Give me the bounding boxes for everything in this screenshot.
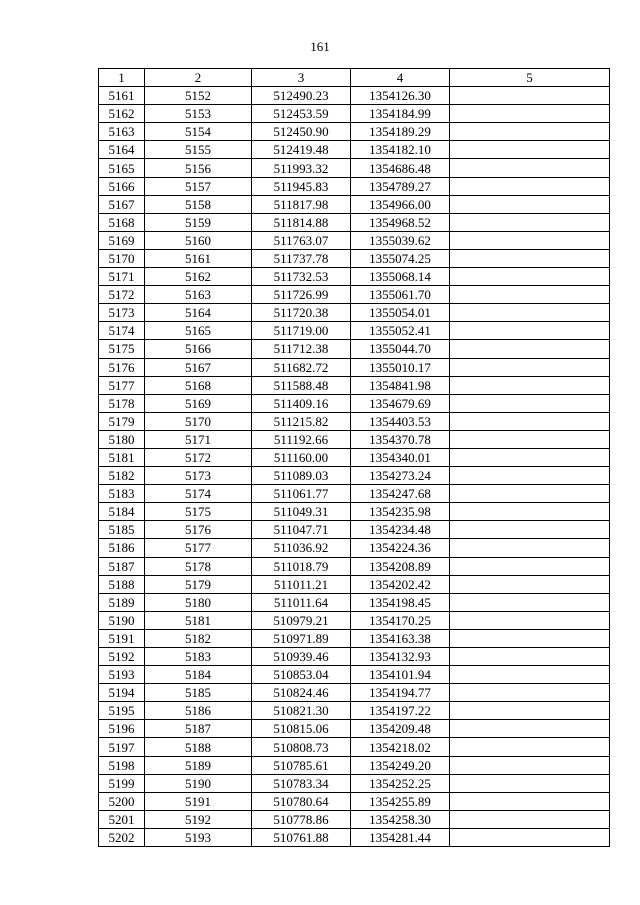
table-cell-col-5: [450, 503, 610, 521]
table-cell-col-4: 1354101.94: [351, 666, 450, 684]
table-cell-col-5: [450, 557, 610, 575]
table-row: [99, 394, 610, 412]
table-cell-col-1: 5165: [99, 159, 145, 177]
table-cell-col-3: 512490.23: [252, 87, 351, 105]
table-cell-col-5: [450, 575, 610, 593]
table-cell-col-4: 1354252.25: [351, 774, 450, 792]
table-row: [99, 738, 610, 756]
table-cell-col-3: 511588.48: [252, 376, 351, 394]
table-cell-col-4: 1354247.68: [351, 485, 450, 503]
table-row: [99, 123, 610, 141]
table-cell-col-3: 510821.30: [252, 702, 351, 720]
table-cell-col-5: [450, 720, 610, 738]
table-cell-col-1: 5175: [99, 340, 145, 358]
table-cell-col-3: 510785.61: [252, 756, 351, 774]
table-row: [99, 105, 610, 123]
table-row: [99, 213, 610, 231]
table-cell-col-3: 511763.07: [252, 231, 351, 249]
table-cell-col-3: 510824.46: [252, 684, 351, 702]
table-cell-col-3: 511049.31: [252, 503, 351, 521]
table-cell-col-4: 1355054.01: [351, 304, 450, 322]
table-cell-col-2: 5171: [145, 430, 252, 448]
table-cell-col-3: 511719.00: [252, 322, 351, 340]
table-row: [99, 539, 610, 557]
table-cell-col-2: 5170: [145, 412, 252, 430]
table-row: [99, 648, 610, 666]
table-cell-col-3: 510783.34: [252, 774, 351, 792]
table-cell-col-1: 5172: [99, 286, 145, 304]
table-cell-col-4: 1354132.93: [351, 648, 450, 666]
table-cell-col-1: 5201: [99, 810, 145, 828]
table-row: [99, 611, 610, 629]
table-cell-col-1: 5176: [99, 358, 145, 376]
table-cell-col-2: 5163: [145, 286, 252, 304]
table-cell-col-2: 5175: [145, 503, 252, 521]
table-cell-col-2: 5182: [145, 629, 252, 647]
table-cell-col-5: [450, 430, 610, 448]
table-cell-col-5: [450, 286, 610, 304]
table-cell-col-4: 1354198.45: [351, 593, 450, 611]
table-row: [99, 159, 610, 177]
table-cell-col-3: 511047.71: [252, 521, 351, 539]
table-cell-col-2: 5162: [145, 268, 252, 286]
table-cell-col-3: 511011.64: [252, 593, 351, 611]
table-row: [99, 87, 610, 105]
table-cell-col-4: 1355052.41: [351, 322, 450, 340]
table-cell-col-4: 1354170.25: [351, 611, 450, 629]
table-cell-col-3: 510853.04: [252, 666, 351, 684]
table-cell-col-4: 1355068.14: [351, 268, 450, 286]
table-cell-col-4: 1354184.99: [351, 105, 450, 123]
table-cell-col-5: [450, 611, 610, 629]
table-header-row: [99, 69, 610, 87]
table-cell-col-5: [450, 195, 610, 213]
table-cell-col-4: 1354679.69: [351, 394, 450, 412]
table-cell-col-3: 511720.38: [252, 304, 351, 322]
table-cell-col-2: 5180: [145, 593, 252, 611]
table-row: [99, 467, 610, 485]
table-cell-col-4: 1354224.36: [351, 539, 450, 557]
table-cell-col-1: 5177: [99, 376, 145, 394]
table-cell-col-1: 5190: [99, 611, 145, 629]
table-cell-col-2: 5166: [145, 340, 252, 358]
table-cell-col-4: 1354403.53: [351, 412, 450, 430]
table-cell-col-4: 1354968.52: [351, 213, 450, 231]
table-cell-col-3: 512453.59: [252, 105, 351, 123]
table-cell-col-4: 1354189.29: [351, 123, 450, 141]
table-cell-col-2: 5181: [145, 611, 252, 629]
table-cell-col-3: 511409.16: [252, 394, 351, 412]
table-cell-col-4: 1354966.00: [351, 195, 450, 213]
table-cell-col-5: [450, 213, 610, 231]
table-cell-col-2: 5165: [145, 322, 252, 340]
table-cell-col-2: 5184: [145, 666, 252, 684]
table-cell-col-2: 5174: [145, 485, 252, 503]
table-cell-col-4: 1354258.30: [351, 810, 450, 828]
table-cell-col-3: 511160.00: [252, 448, 351, 466]
table-cell-col-1: 5171: [99, 268, 145, 286]
table-cell-col-3: 511011.21: [252, 575, 351, 593]
table-cell-col-2: 5152: [145, 87, 252, 105]
table-row: [99, 177, 610, 195]
table-cell-col-3: 510761.88: [252, 828, 351, 846]
table-cell-col-1: 5202: [99, 828, 145, 846]
table-cell-col-1: 5168: [99, 213, 145, 231]
table-cell-col-5: [450, 648, 610, 666]
table-cell-col-1: 5198: [99, 756, 145, 774]
table-cell-col-1: 5196: [99, 720, 145, 738]
table-cell-col-5: [450, 123, 610, 141]
table-row: [99, 358, 610, 376]
table-cell-col-2: 5173: [145, 467, 252, 485]
table-cell-col-1: 5185: [99, 521, 145, 539]
table-cell-col-1: 5193: [99, 666, 145, 684]
table-row: [99, 774, 610, 792]
table-cell-col-5: [450, 593, 610, 611]
table-cell-col-5: [450, 358, 610, 376]
table-row: [99, 340, 610, 358]
table-cell-col-5: [450, 322, 610, 340]
table-cell-col-5: [450, 304, 610, 322]
table-cell-col-3: 511732.53: [252, 268, 351, 286]
table-cell-col-1: 5166: [99, 177, 145, 195]
table-cell-col-2: 5188: [145, 738, 252, 756]
table-cell-col-1: 5191: [99, 629, 145, 647]
table-cell-col-2: 5183: [145, 648, 252, 666]
table-cell-col-3: 511737.78: [252, 249, 351, 267]
table-cell-col-4: 1354370.78: [351, 430, 450, 448]
table-body: [99, 87, 610, 847]
table-cell-col-5: [450, 159, 610, 177]
table-row: [99, 557, 610, 575]
table-cell-col-2: 5154: [145, 123, 252, 141]
table-cell-col-5: [450, 87, 610, 105]
table-cell-col-4: 1354163.38: [351, 629, 450, 647]
table-cell-col-3: 511712.38: [252, 340, 351, 358]
table-cell-col-4: 1354218.02: [351, 738, 450, 756]
table-cell-col-1: 5173: [99, 304, 145, 322]
table-cell-col-4: 1354281.44: [351, 828, 450, 846]
table-row: [99, 268, 610, 286]
table-cell-col-3: 512419.48: [252, 141, 351, 159]
table-cell-col-3: 510778.86: [252, 810, 351, 828]
table-cell-col-3: 511061.77: [252, 485, 351, 503]
table-cell-col-3: 510939.46: [252, 648, 351, 666]
table-cell-col-2: 5156: [145, 159, 252, 177]
table-cell-col-2: 5161: [145, 249, 252, 267]
table-cell-col-1: 5189: [99, 593, 145, 611]
table-cell-col-5: [450, 684, 610, 702]
table-cell-col-3: 511945.83: [252, 177, 351, 195]
table-cell-col-2: 5160: [145, 231, 252, 249]
table-cell-col-1: 5181: [99, 448, 145, 466]
table-cell-col-4: 1354208.89: [351, 557, 450, 575]
table-cell-col-5: [450, 810, 610, 828]
table-cell-col-2: 5193: [145, 828, 252, 846]
table-cell-col-2: 5186: [145, 702, 252, 720]
table-cell-col-4: 1355010.17: [351, 358, 450, 376]
table-cell-col-3: 510971.89: [252, 629, 351, 647]
table-cell-col-3: 511036.92: [252, 539, 351, 557]
table-cell-col-1: 5167: [99, 195, 145, 213]
table-cell-col-1: 5186: [99, 539, 145, 557]
table-cell-col-5: [450, 412, 610, 430]
table-cell-col-1: 5199: [99, 774, 145, 792]
table-cell-col-5: [450, 105, 610, 123]
table-row: [99, 702, 610, 720]
table-cell-col-3: 511726.99: [252, 286, 351, 304]
table-cell-col-5: [450, 177, 610, 195]
table-cell-col-1: 5197: [99, 738, 145, 756]
table-row: [99, 376, 610, 394]
table-cell-col-1: 5164: [99, 141, 145, 159]
table-cell-col-4: 1355061.70: [351, 286, 450, 304]
table-row: [99, 684, 610, 702]
table-cell-col-4: 1354209.48: [351, 720, 450, 738]
table-cell-col-4: 1354789.27: [351, 177, 450, 195]
table-row: [99, 141, 610, 159]
table-cell-col-2: 5187: [145, 720, 252, 738]
table-cell-col-5: [450, 666, 610, 684]
table-row: [99, 286, 610, 304]
table-cell-col-1: 5163: [99, 123, 145, 141]
table-cell-col-1: 5179: [99, 412, 145, 430]
table-cell-col-5: [450, 702, 610, 720]
table-cell-col-2: 5153: [145, 105, 252, 123]
table-row: [99, 666, 610, 684]
table-row: [99, 195, 610, 213]
table-cell-col-3: 510815.06: [252, 720, 351, 738]
table-cell-col-2: 5159: [145, 213, 252, 231]
table-cell-col-4: 1354686.48: [351, 159, 450, 177]
table-cell-col-4: 1355039.62: [351, 231, 450, 249]
table-cell-col-5: [450, 521, 610, 539]
table-cell-col-2: 5191: [145, 792, 252, 810]
table-row: [99, 521, 610, 539]
table-cell-col-3: 511018.79: [252, 557, 351, 575]
table-cell-col-3: 512450.90: [252, 123, 351, 141]
table-cell-col-5: [450, 448, 610, 466]
table-row: [99, 231, 610, 249]
table-cell-col-5: [450, 268, 610, 286]
table-cell-col-4: 1354255.89: [351, 792, 450, 810]
table-cell-col-5: [450, 774, 610, 792]
table-row: [99, 828, 610, 846]
table-cell-col-2: 5189: [145, 756, 252, 774]
table-row: [99, 430, 610, 448]
table-cell-col-2: 5192: [145, 810, 252, 828]
column-header-3: 3: [252, 69, 351, 87]
table-cell-col-3: 510979.21: [252, 611, 351, 629]
table-cell-col-5: [450, 828, 610, 846]
table-cell-col-3: 511215.82: [252, 412, 351, 430]
table-cell-col-2: 5168: [145, 376, 252, 394]
table-cell-col-1: 5169: [99, 231, 145, 249]
table-cell-col-3: 511682.72: [252, 358, 351, 376]
table-cell-col-2: 5172: [145, 448, 252, 466]
table-cell-col-3: 510780.64: [252, 792, 351, 810]
table-cell-col-1: 5188: [99, 575, 145, 593]
table-cell-col-2: 5167: [145, 358, 252, 376]
table-cell-col-4: 1354182.10: [351, 141, 450, 159]
table-cell-col-3: 510808.73: [252, 738, 351, 756]
table-cell-col-1: 5187: [99, 557, 145, 575]
table-cell-col-1: 5194: [99, 684, 145, 702]
table-row: [99, 249, 610, 267]
table-cell-col-5: [450, 340, 610, 358]
table-cell-col-4: 1354841.98: [351, 376, 450, 394]
table-cell-col-5: [450, 738, 610, 756]
table-cell-col-2: 5176: [145, 521, 252, 539]
table-row: [99, 575, 610, 593]
table-cell-col-1: 5161: [99, 87, 145, 105]
table-cell-col-2: 5185: [145, 684, 252, 702]
table-cell-col-4: 1355044.70: [351, 340, 450, 358]
table-cell-col-1: 5195: [99, 702, 145, 720]
table-cell-col-5: [450, 629, 610, 647]
table-cell-col-1: 5200: [99, 792, 145, 810]
page-number: 161: [310, 39, 330, 54]
table-cell-col-5: [450, 394, 610, 412]
column-header-5: 5: [450, 69, 610, 87]
column-header-1: 1: [99, 69, 145, 87]
table-cell-col-4: 1354273.24: [351, 467, 450, 485]
table-cell-col-4: 1354126.30: [351, 87, 450, 105]
table-cell-col-3: 511814.88: [252, 213, 351, 231]
column-header-4: 4: [351, 69, 450, 87]
table-cell-col-5: [450, 539, 610, 557]
table-cell-col-2: 5164: [145, 304, 252, 322]
table-cell-col-2: 5178: [145, 557, 252, 575]
table-cell-col-3: 511993.32: [252, 159, 351, 177]
table-cell-col-2: 5158: [145, 195, 252, 213]
table-cell-col-1: 5162: [99, 105, 145, 123]
table-cell-col-1: 5182: [99, 467, 145, 485]
table-cell-col-1: 5174: [99, 322, 145, 340]
table-cell-col-2: 5177: [145, 539, 252, 557]
table-row: [99, 448, 610, 466]
table-row: [99, 629, 610, 647]
column-header-2: 2: [145, 69, 252, 87]
table-cell-col-4: 1354234.48: [351, 521, 450, 539]
table-cell-col-4: 1354235.98: [351, 503, 450, 521]
table-cell-col-5: [450, 485, 610, 503]
table-cell-col-5: [450, 141, 610, 159]
table-cell-col-4: 1354194.77: [351, 684, 450, 702]
table-cell-col-1: 5184: [99, 503, 145, 521]
table-cell-col-2: 5190: [145, 774, 252, 792]
table-cell-col-3: 511817.98: [252, 195, 351, 213]
table-row: [99, 593, 610, 611]
table-cell-col-4: 1354249.20: [351, 756, 450, 774]
table-cell-col-2: 5169: [145, 394, 252, 412]
table-cell-col-2: 5155: [145, 141, 252, 159]
table-row: [99, 810, 610, 828]
table-row: [99, 304, 610, 322]
table-cell-col-5: [450, 231, 610, 249]
table-cell-col-1: 5183: [99, 485, 145, 503]
table-row: [99, 412, 610, 430]
coordinates-table: [98, 68, 610, 847]
table-row: [99, 322, 610, 340]
table-cell-col-1: 5170: [99, 249, 145, 267]
table-cell-col-4: 1355074.25: [351, 249, 450, 267]
table-cell-col-5: [450, 792, 610, 810]
table-cell-col-2: 5179: [145, 575, 252, 593]
table-cell-col-4: 1354197.22: [351, 702, 450, 720]
table-row: [99, 485, 610, 503]
table-cell-col-1: 5180: [99, 430, 145, 448]
table-cell-col-5: [450, 756, 610, 774]
table-cell-col-1: 5178: [99, 394, 145, 412]
table-cell-col-4: 1354340.01: [351, 448, 450, 466]
table-row: [99, 792, 610, 810]
table-cell-col-3: 511192.66: [252, 430, 351, 448]
table-cell-col-5: [450, 249, 610, 267]
table-cell-col-3: 511089.03: [252, 467, 351, 485]
table-cell-col-1: 5192: [99, 648, 145, 666]
table-row: [99, 503, 610, 521]
table-cell-col-5: [450, 467, 610, 485]
table-cell-col-4: 1354202.42: [351, 575, 450, 593]
table-row: [99, 720, 610, 738]
table-cell-col-5: [450, 376, 610, 394]
table-row: [99, 756, 610, 774]
table-cell-col-2: 5157: [145, 177, 252, 195]
